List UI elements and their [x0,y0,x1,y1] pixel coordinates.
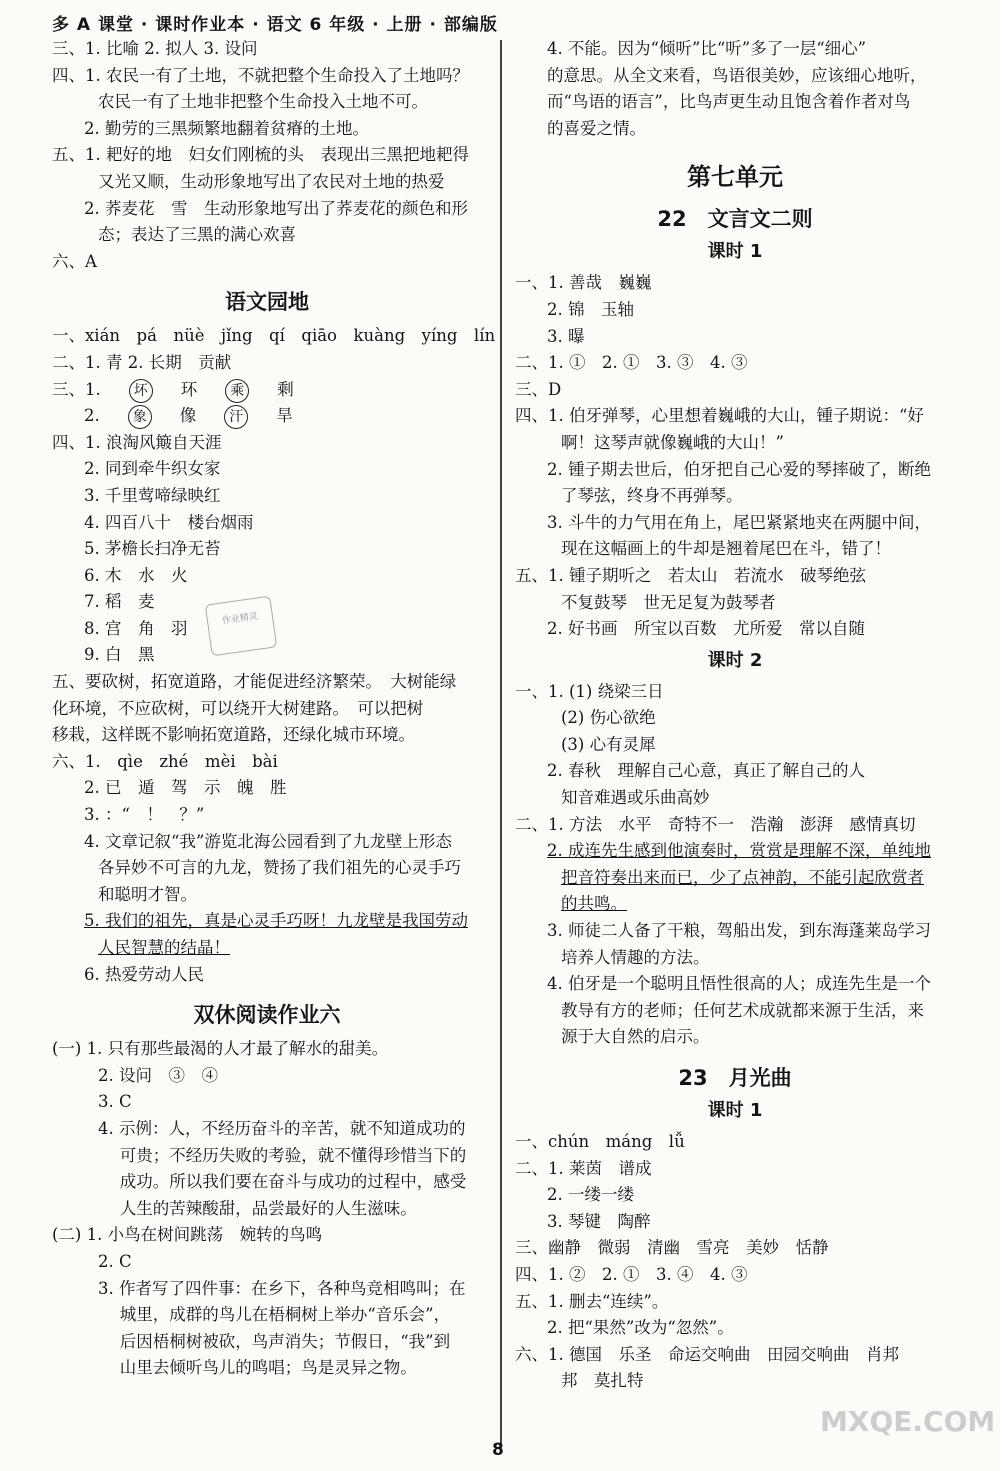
answer-text: 剩 [277,379,294,399]
section-heading: 22 文言文二则 [657,207,813,232]
homework-stamp: 作业精灵 [205,596,278,657]
answer-line: 的喜爱之情。 [547,118,646,138]
answer-line: 人生的苦辣酸甜，品尝最好的人生滋味。 [98,1198,417,1218]
answer-line: 一、1. (1) 绕梁三日 [515,681,664,701]
section-heading: 课时 1 [707,1100,763,1121]
answer-line: 一、1. 善哉 巍巍 [515,273,652,293]
answer-line: 五、1. 锺子期听之 若太山 若流水 破琴绝弦 [515,565,866,585]
answer-line: 四、1. 伯牙弹琴，心里想着巍峨的大山，锺子期说：“好 [515,406,924,426]
circled-char: 象 [128,405,152,429]
answer-line: 5. 茅檐长扫净无苔 [84,539,221,559]
circled-char: 乘 [225,379,249,403]
answer-line: 2. 设问 ③ ④ [98,1065,218,1085]
answer-line: 4. 伯牙是一个聪明且悟性很高的人；成连先生是一个 [547,974,931,994]
answer-line: 5. 我们的祖先，真是心灵手巧呀！九龙壁是我国劳动 [84,911,468,931]
answer-line: 2. 勤劳的三黑频繁地翻着贫瘠的土地。 [84,118,369,138]
answer-line: 3. 琴键 陶醉 [547,1211,651,1231]
answer-line: 成功。所以我们要在奋斗与成功的过程中，感受 [98,1172,467,1192]
left-column [52,36,496,1382]
page-number: 8 [492,1440,504,1460]
answer-line: 知音难遇或乐曲高妙 [561,788,710,808]
right-column [515,36,955,1395]
answer-line: 四、1. 农民一有了土地，不就把整个生命投入了土地吗？ [52,65,469,85]
answer-text: 2. [84,406,100,426]
answer-line: 把音符奏出来而已，少了点神韵，不能引起欣赏者 [561,867,924,887]
page-header: 多 A 课堂 · 课时作业本 · 语文 6 年级 · 上册 · 部编版 [52,15,498,35]
section-heading: 双休阅读作业六 [193,1003,341,1028]
watermark: MXQE.COM [820,1405,996,1438]
answer-line: 2. 已 遁 驾 示 魄 胜 [84,778,287,798]
answer-line: 2. 春秋 理解自己心意，真正了解自己的人 [547,761,865,781]
answer-line: 五、1. 耙好的地 妇女们刚梳的头 表现出三黑把地耙得 [52,145,469,165]
answer-line: 2. 好书画 所宝以百数 尤所爱 常以自随 [547,619,865,639]
answer-line: (2) 伤心欲绝 [561,708,656,728]
answer-line: 9. 白 黑 [84,645,155,665]
answer-line: 了琴弦，终身不再弹琴。 [561,486,743,506]
answer-line: 六、1. 德国 乐圣 命运交响曲 田园交响曲 肖邦 [515,1344,899,1364]
answer-line: 6. 热爱劳动人民 [84,964,204,984]
section-heading: 23 月光曲 [678,1066,792,1090]
answer-line: 教导有方的老师；任何艺术成就都来源于生活，来 [561,1000,924,1020]
answer-line: 2. C [98,1251,132,1271]
answer-line: 培养人情趣的方法。 [561,947,710,967]
column-divider [500,40,502,1450]
answer-line: 人民智慧的结晶！ [98,938,230,957]
answer-line: 2. 荞麦花 雪 生动形象地写出了荞麦花的颜色和形 [84,198,468,218]
answer-line: 三、D [515,379,562,399]
answer-line: 8. 宫 角 羽 [84,618,188,638]
answer-line: 又光又顺，生动形象地写出了农民对土地的热爱 [98,171,445,191]
answer-line: 不复鼓琴 世无足复为鼓琴者 [561,592,776,612]
answer-line-circled [52,403,482,430]
answer-line: 和聪明才智。 [98,884,197,904]
answer-line: 山里去倾听鸟儿的鸣唱；鸟是灵异之物。 [98,1358,417,1378]
answer-line: 啊！这琴声就像巍峨的大山！” [561,432,784,452]
answer-line: 移栽，这样既不影响拓宽道路，还绿化城市环境。 [52,725,415,745]
answer-line: 各异妙不可言的九龙，赞扬了我们祖先的心灵手巧 [98,858,461,878]
answer-line: (3) 心有灵犀 [561,734,656,754]
answer-line: 后因梧桐树被砍，鸟声消失；节假日，“我”到 [98,1331,451,1351]
answer-line: 2. 把“果然”改为“忽然”。 [547,1318,734,1338]
answer-line: 四、1. 浪淘风簸自天涯 [52,432,222,452]
answer-line: 3. 师徒二人备了干粮，驾船出发，到东海蓬莱岛学习 [547,921,931,941]
answer-line: 城里，成群的鸟儿在梧桐树上举办“音乐会”， [98,1305,451,1325]
answer-line-circled [52,377,482,404]
answer-line: 一、chún máng lǚ [515,1132,685,1151]
answer-line: 三、幽静 微弱 清幽 雪亮 美妙 恬静 [515,1238,829,1258]
answer-text: 像 [179,406,197,426]
answer-line: 3. 曝 [547,326,585,346]
answer-line: 二、1. 方法 水平 奇特不一 浩瀚 澎湃 感情真切 [515,814,916,834]
answer-line: 而“鸟语的语言”，比鸟声更生动且饱含着作者对鸟 [547,92,911,112]
answer-line: 的意思。从全文来看，鸟语很美妙，应该细心地听， [547,65,927,85]
answer-line: 六、1. qìe zhé mèi bài [52,751,278,771]
answer-line: 态；表达了三黑的满心欢喜 [98,225,296,245]
answer-line: 2. 成连先生感到他演奏时，赏赏是理解不深，单纯地 [547,841,931,861]
answer-line: 六、A [52,251,97,271]
circled-char: 坏 [129,379,153,403]
answer-line: 五、要砍树，拓宽道路，才能促进经济繁荣。 大树能绿 [52,672,457,692]
answer-line: 三、1. 比喻 2. 拟人 3. 设问 [52,39,258,58]
answer-line: 4. 文章记叙“我”游览北海公园看到了九龙壁上形态 [84,831,452,851]
answer-line: (一) 1. 只有那些最渴的人才最了解水的甜美。 [52,1039,389,1059]
answer-line: 二、1. 青 2. 长期 贡献 [52,352,232,372]
answer-line: 二、1. ① 2. ① 3. ③ 4. ③ [515,353,748,373]
answer-line: 一、xián pá nüè jǐng qí qiāo kuàng yíng lín [52,326,496,346]
answer-line: 6. 木 水 火 [84,565,188,585]
answer-line: 化环境，不应砍树，可以绕开大树建路。 可以把树 [52,698,424,718]
answer-line: 的共鸣。 [561,894,627,914]
answer-line: 2. 同到牵牛织女家 [84,459,221,479]
answer-text: 三、1. [52,379,101,399]
answer-line: 3. C [98,1092,132,1112]
section-heading: 第七单元 [687,163,783,192]
answer-line: 2. 一缕一缕 [547,1185,634,1205]
answer-line: 可贵；不经历失败的考验，就不懂得珍惜当下的 [98,1145,467,1165]
answer-line: 邦 莫扎特 [561,1371,644,1391]
answer-line: 7. 稻 麦 [84,592,155,612]
answer-line: 4. 不能。因为“倾听”比“听”多了一层“细心” [547,39,867,58]
answer-line: 2. 锺子期去世后，伯牙把自己心爱的琴摔破了，断绝 [547,459,931,479]
answer-line: 二、1. 莱茵 谱成 [515,1158,652,1178]
section-heading: 课时 1 [707,241,763,263]
section-heading: 语文园地 [225,290,309,315]
answer-line: 五、1. 删去“连续”。 [515,1291,669,1311]
answer-line: 3. ：“ ！ ？” [84,805,205,825]
answer-text: 环 [180,379,198,399]
answer-line: 源于大自然的启示。 [561,1027,710,1047]
answer-line: 4. 四百八十 楼台烟雨 [84,512,254,532]
circled-char: 汗 [224,405,248,429]
answer-line: 现在这幅画上的牛却是翘着尾巴在斗，错了！ [561,539,891,559]
answer-text: 旱 [276,406,293,426]
answer-line: 3. 作者写了四件事：在乡下，各种鸟竞相鸣叫；在 [98,1278,466,1298]
answer-line: 2. 锦 玉轴 [547,299,634,319]
answer-line: (二) 1. 小鸟在树间跳荡 婉转的鸟鸣 [52,1225,323,1245]
section-heading: 课时 2 [707,649,763,671]
answer-line: 3. 斗牛的力气用在角上，尾巴紧紧地夹在两腿中间， [547,512,931,532]
answer-line: 四、1. ② 2. ① 3. ④ 4. ③ [515,1264,748,1284]
answer-line: 3. 千里莺啼绿映红 [84,485,221,505]
answer-line: 4. 示例：人，不经历奋斗的辛苦，就不知道成功的 [98,1118,466,1138]
answer-line: 农民一有了土地非把整个生命投入土地不可。 [98,92,428,112]
